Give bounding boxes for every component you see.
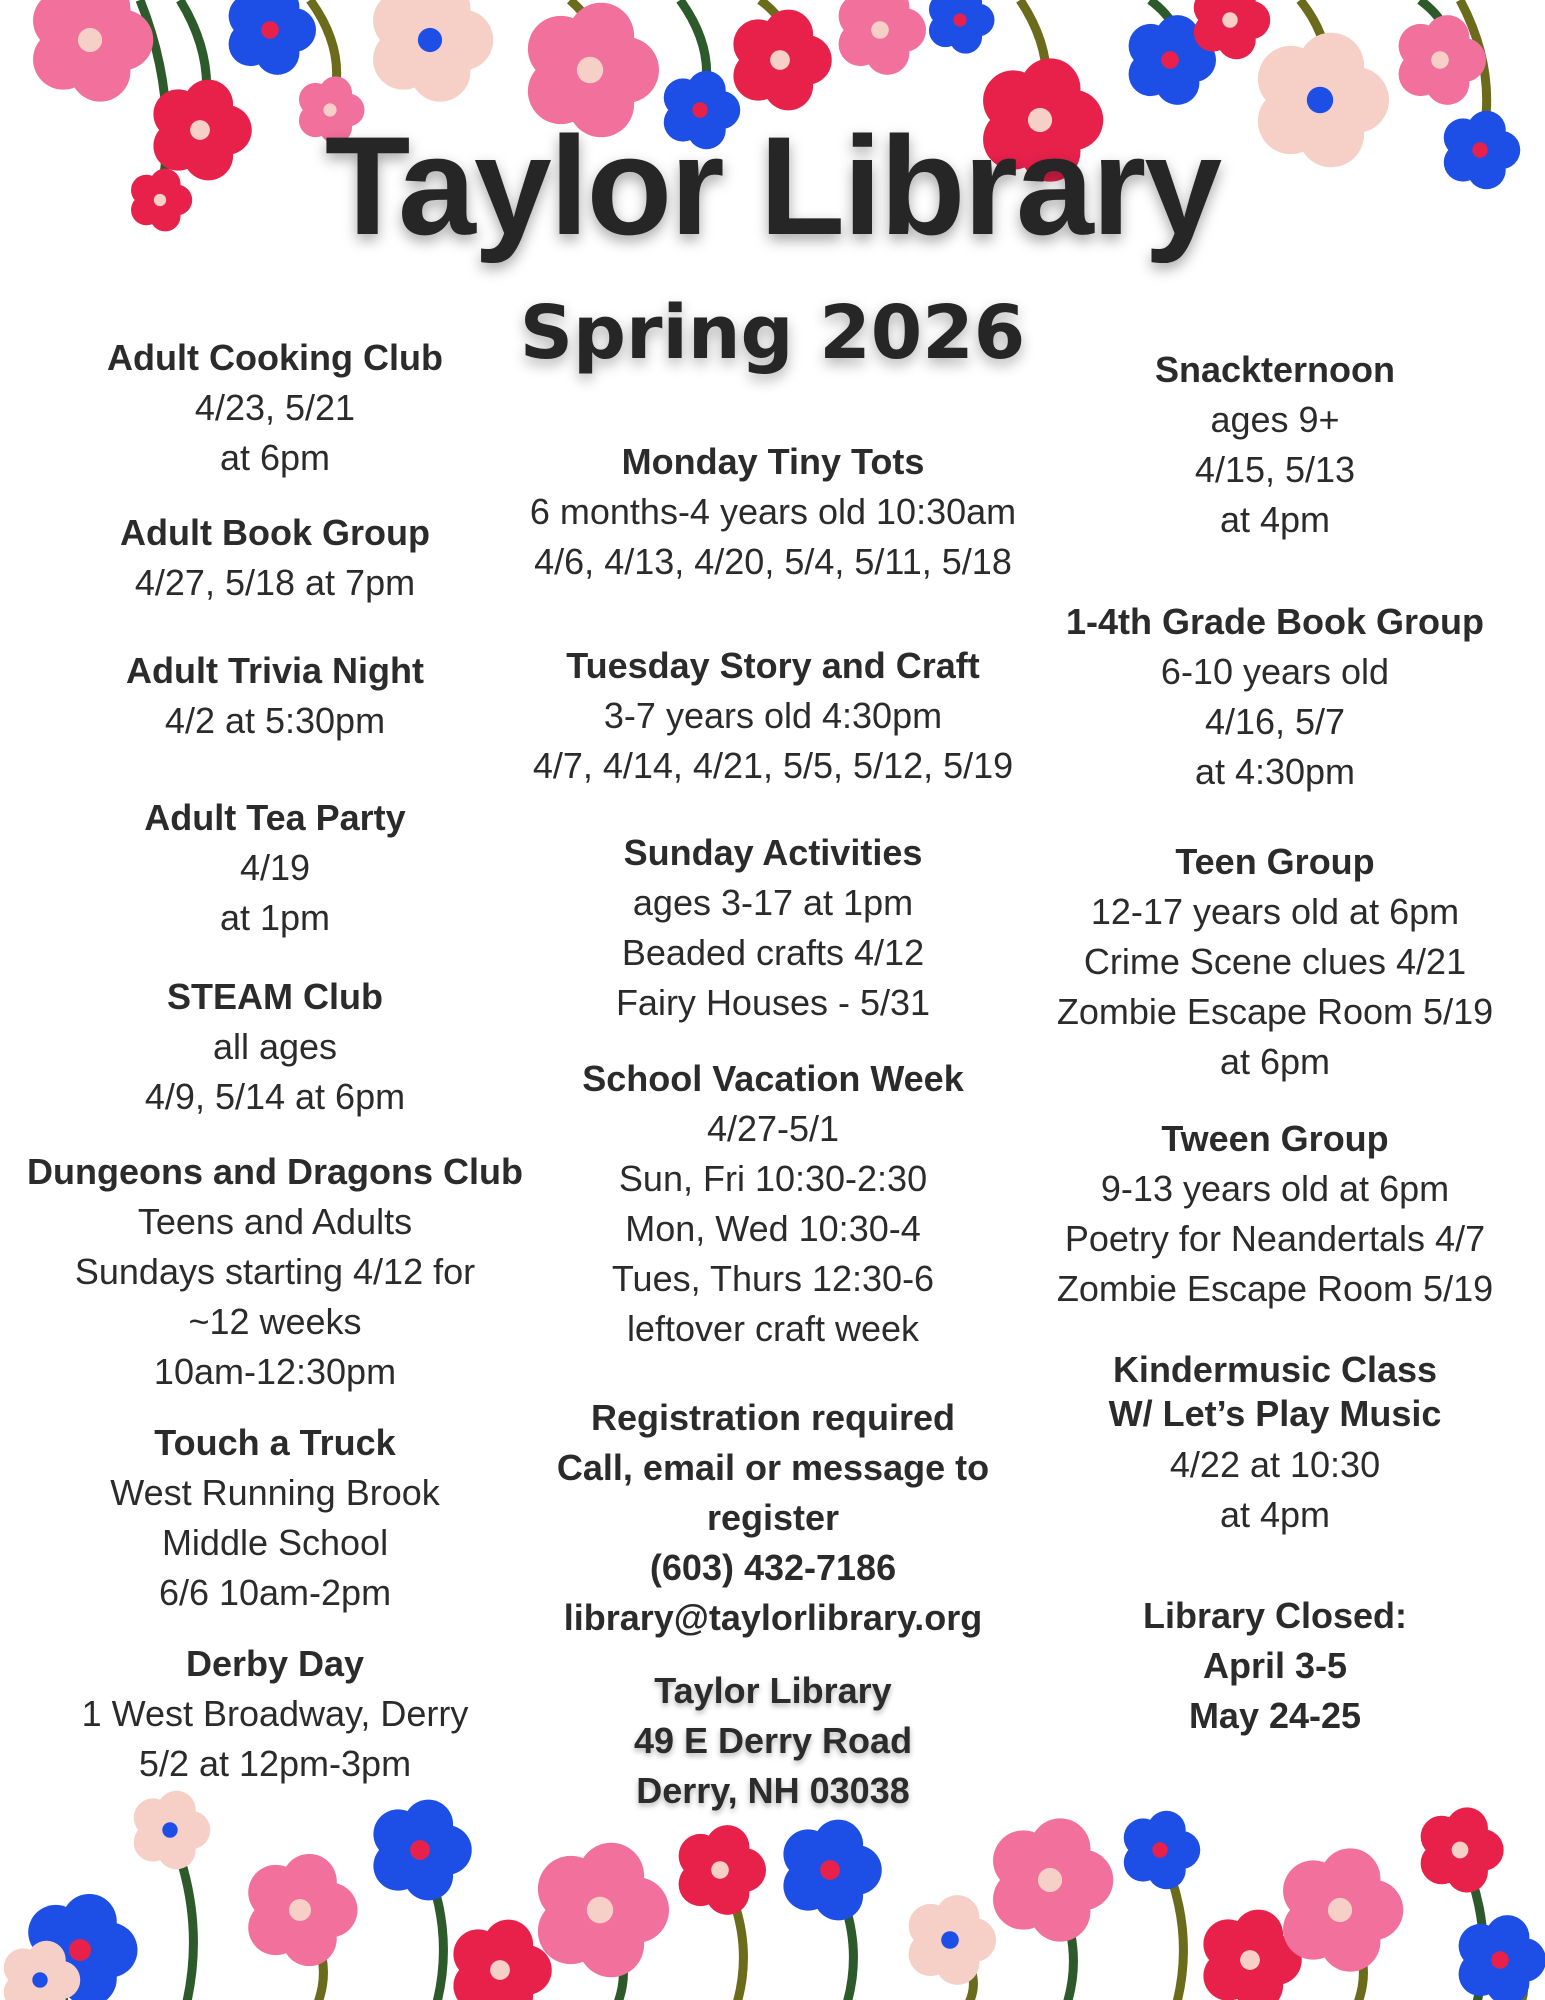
event-line: 3-7 years old 4:30pm (603, 695, 943, 736)
event-line: at 1pm (219, 897, 331, 938)
event-tuesday-story-craft (513, 641, 1033, 791)
flower-icon (1421, 1807, 1504, 1892)
address-name: Taylor Library (654, 1670, 892, 1711)
event-line: at 6pm (1219, 1041, 1331, 1082)
event-tween-group (1015, 1114, 1535, 1314)
event-line: 4/6, 4/13, 4/20, 5/4, 5/11, 5/18 (534, 541, 1012, 582)
registration-line: Registration required (590, 1397, 956, 1438)
event-line: Zombie Escape Room 5/19 (1056, 991, 1494, 1032)
flower-icon (1124, 1811, 1200, 1889)
event-line: 4/9, 5/14 at 6pm (144, 1076, 406, 1117)
event-line: 6 months-4 years old 10:30am (529, 491, 1017, 532)
registration-line: Call, email or message to (556, 1447, 990, 1488)
event-line: 6/6 10am-2pm (158, 1572, 392, 1613)
event-line: leftover craft week (626, 1308, 920, 1349)
library-closed (1015, 1591, 1535, 1741)
event-heading: School Vacation Week (582, 1058, 964, 1099)
flower-icon (229, 0, 316, 75)
closed-date: April 3-5 (1202, 1645, 1348, 1686)
event-adult-book-group (15, 508, 535, 608)
flower-icon (248, 1854, 357, 1966)
event-line: at 4:30pm (1194, 751, 1356, 792)
event-heading: Adult Trivia Night (125, 650, 424, 691)
event-sunday-activities (513, 828, 1033, 1028)
event-heading: Adult Book Group (120, 512, 430, 553)
event-grade-book-group (1015, 597, 1535, 797)
event-school-vacation-week (513, 1054, 1033, 1354)
event-line: Poetry for Neandertals 4/7 (1064, 1218, 1486, 1259)
event-line: Tues, Thurs 12:30-6 (611, 1258, 935, 1299)
closed-heading: Library Closed: (1142, 1595, 1408, 1636)
event-line: 1 West Broadway, Derry (81, 1693, 469, 1734)
event-heading: Tween Group (1161, 1118, 1389, 1159)
email-link[interactable]: library@taylorlibrary.org (563, 1597, 983, 1638)
season-subtitle: Spring 2026 (519, 290, 1026, 376)
flower-icon (538, 1843, 669, 1977)
event-monday-tiny-tots (513, 437, 1033, 587)
event-line: ages 9+ (1210, 399, 1340, 440)
event-line: Fairy Houses - 5/31 (615, 982, 931, 1023)
event-snackternoon (1015, 345, 1535, 545)
event-adult-cooking-club (15, 333, 535, 483)
event-line: Middle School (161, 1522, 389, 1563)
event-adult-tea-party (15, 793, 535, 943)
event-line: Mon, Wed 10:30-4 (625, 1208, 921, 1249)
event-heading: Derby Day (185, 1643, 365, 1684)
flower-icon (839, 0, 926, 75)
event-adult-trivia-night (15, 646, 535, 746)
event-heading: STEAM Club (167, 976, 383, 1017)
event-line: 9-13 years old at 6pm (1100, 1168, 1450, 1209)
event-teen-group (1015, 837, 1535, 1087)
event-line: Teens and Adults (137, 1201, 413, 1242)
event-heading: Kindermusic Class (1112, 1349, 1438, 1390)
event-line: 4/2 at 5:30pm (164, 700, 386, 741)
event-line: 4/15, 5/13 (1194, 449, 1356, 490)
event-heading: Touch a Truck (154, 1422, 396, 1463)
event-line: 10am-12:30pm (153, 1351, 397, 1392)
registration-info (513, 1393, 1033, 1643)
flower-icon (993, 1818, 1113, 1941)
event-heading: Monday Tiny Tots (621, 441, 925, 482)
phone-number[interactable]: (603) 432-7186 (649, 1547, 897, 1588)
flower-icon (679, 1825, 766, 1915)
event-line: 5/2 at 12pm-3pm (138, 1743, 412, 1784)
event-heading: Dungeons and Dragons Club (26, 1151, 523, 1192)
event-touch-a-truck (15, 1418, 535, 1618)
event-line: at 4pm (1219, 499, 1331, 540)
event-line: Crime Scene clues 4/21 (1083, 941, 1467, 982)
event-line: 4/23, 5/21 (194, 387, 356, 428)
event-heading: Tuesday Story and Craft (566, 645, 980, 686)
event-line: all ages (212, 1026, 338, 1067)
flower-icon (909, 1895, 996, 1985)
flower-icon (929, 0, 995, 54)
flower-border-bottom (0, 1790, 1545, 2000)
flower-icon (134, 1791, 210, 1869)
page-title: Taylor Library (324, 107, 1221, 264)
event-line: West Running Brook (110, 1472, 440, 1513)
flower-icon (373, 0, 493, 102)
event-line: 4/16, 5/7 (1204, 701, 1346, 742)
event-line: at 4pm (1219, 1494, 1331, 1535)
event-heading: Adult Tea Party (144, 797, 406, 838)
flower-icon (1283, 1848, 1403, 1971)
event-heading-sub: W/ Let’s Play Music (1108, 1393, 1442, 1434)
flower-icon (1459, 1915, 1545, 2000)
event-line: 4/19 (239, 847, 311, 888)
address-city: Derry, NH 03038 (636, 1770, 910, 1811)
event-kindermusic (1015, 1350, 1535, 1540)
event-line: 12-17 years old at 6pm (1090, 891, 1460, 932)
event-line: Zombie Escape Room 5/19 (1056, 1268, 1494, 1309)
event-line: 4/22 at 10:30 (1169, 1444, 1381, 1485)
flower-icon (453, 1920, 551, 2000)
registration-line: register (706, 1497, 840, 1538)
event-heading: Sunday Activities (623, 832, 923, 873)
library-address (513, 1666, 1033, 1816)
event-heading: Snackternoon (1154, 349, 1396, 390)
event-line: ages 3-17 at 1pm (632, 882, 914, 923)
closed-date: May 24-25 (1188, 1695, 1362, 1736)
flower-icon (733, 10, 831, 111)
event-dungeons-and-dragons (15, 1147, 535, 1397)
event-heading: Teen Group (1175, 841, 1375, 882)
event-line: 4/7, 4/14, 4/21, 5/5, 5/12, 5/19 (532, 745, 1014, 786)
event-line: ~12 weeks (188, 1301, 362, 1342)
event-line: Beaded crafts 4/12 (621, 932, 925, 973)
event-line: Sundays starting 4/12 for (74, 1251, 476, 1292)
event-line: 4/27-5/1 (706, 1108, 840, 1149)
event-heading: 1-4th Grade Book Group (1065, 601, 1485, 642)
address-street: 49 E Derry Road (633, 1720, 913, 1761)
flower-icon (373, 1800, 471, 1901)
event-derby-day (15, 1639, 535, 1789)
event-heading: Adult Cooking Club (107, 337, 443, 378)
event-steam-club (15, 972, 535, 1122)
event-line: 4/27, 5/18 at 7pm (134, 562, 416, 603)
flower-icon (783, 1820, 881, 1921)
event-line: 6-10 years old (1160, 651, 1390, 692)
flower-icon (33, 0, 153, 102)
event-line: at 6pm (219, 437, 331, 478)
event-line: Sun, Fri 10:30-2:30 (618, 1158, 928, 1199)
